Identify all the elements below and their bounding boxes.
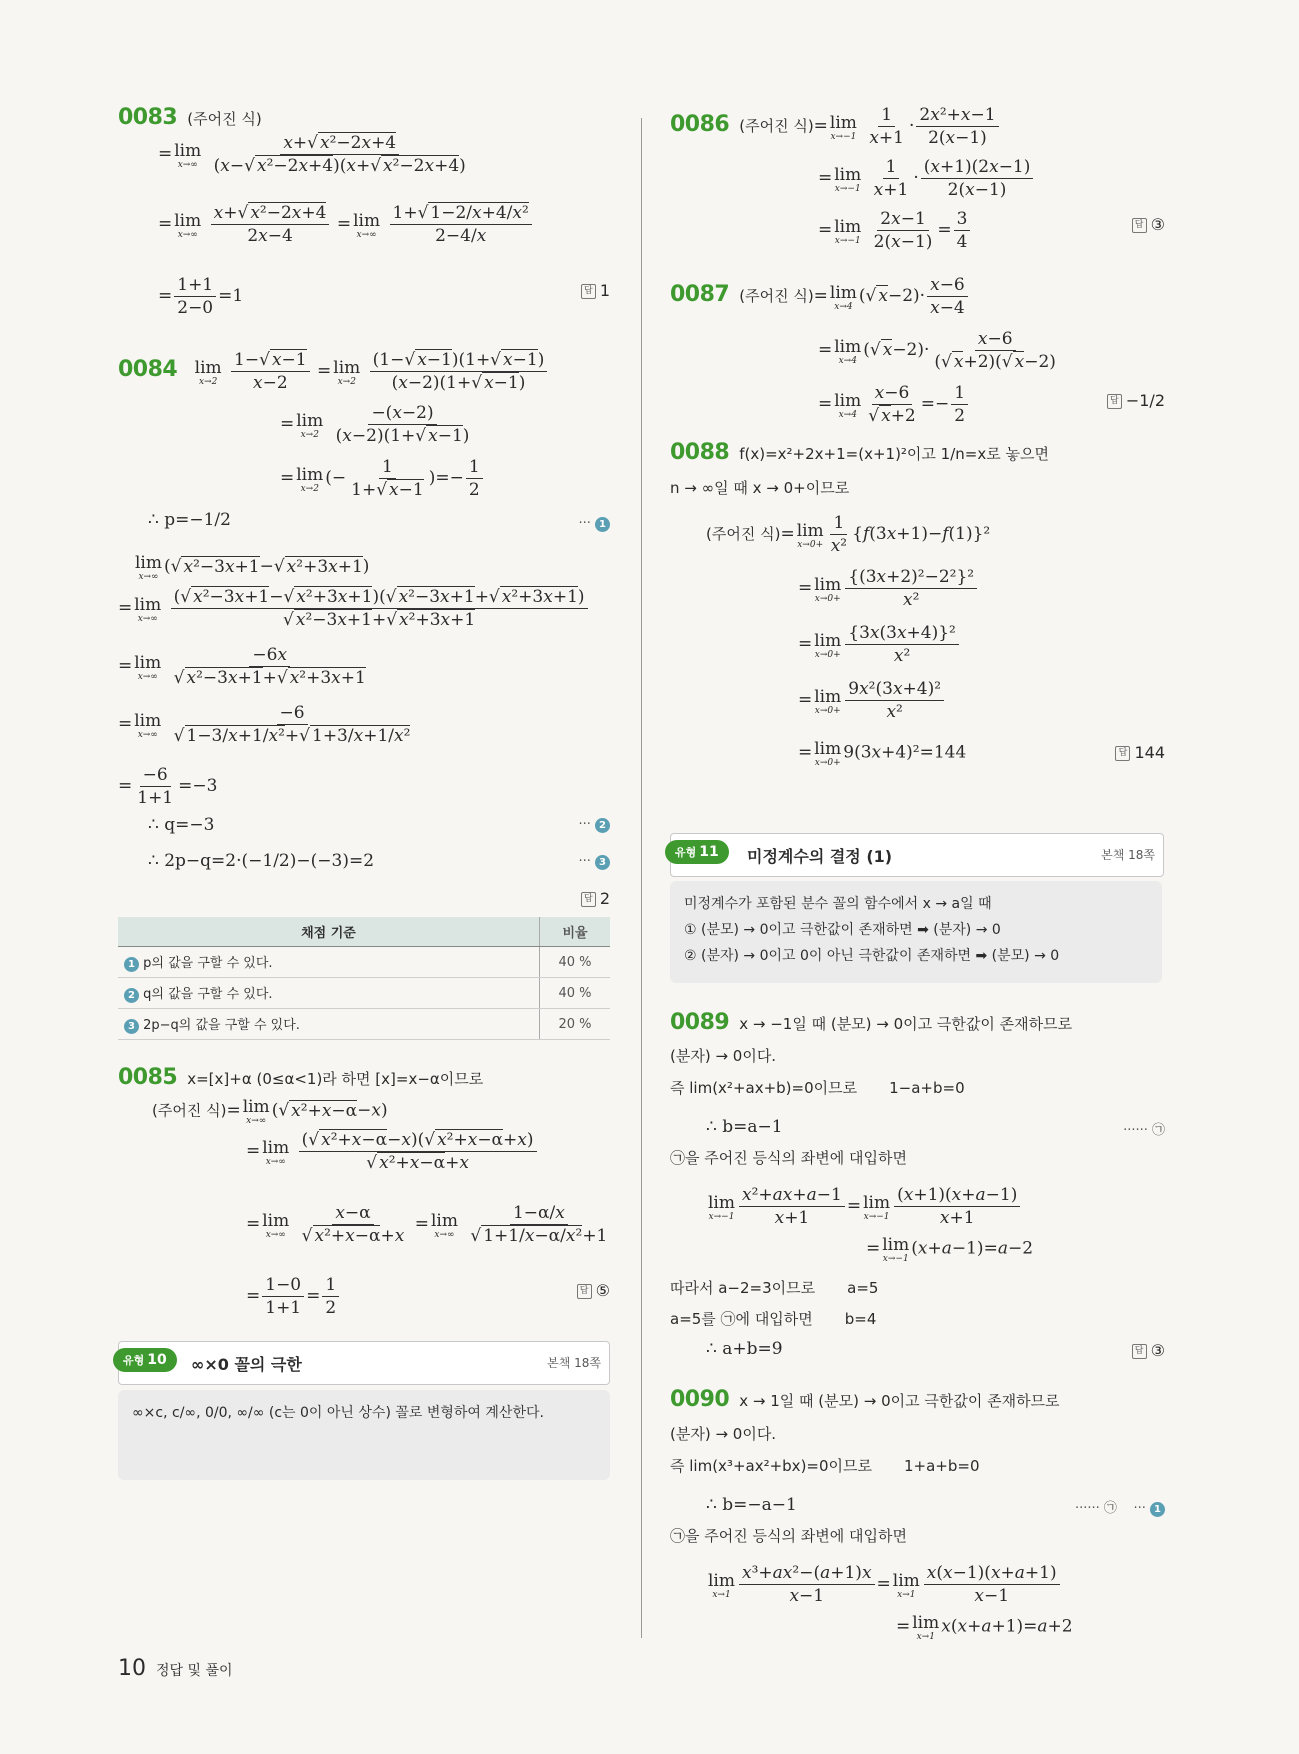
type11-note: 미정계수가 포함된 분수 꼴의 함수에서 x → a일 때 ① (분모) → 0이고 극한값이 존재하면 ➡ (분자) → 0 ② (분자) → 0이고 0이 아닌 극한값이 존재하면 ➡ (분모) → 0 [670, 881, 1162, 983]
type11-ref: 본책 18쪽 [1101, 848, 1155, 862]
answer-0088: 답 144 [1115, 743, 1165, 762]
eq-0085-2: = lim x→∞ $\frac{\text{(√ x²+x−α−x)(√ x²+x−α+x)}}{\text{√ x²+x−α+x}}$ [246, 1130, 539, 1173]
concl2-0089: a=5를 ㉠에 대입하면 b=4 [670, 1310, 877, 1328]
problem-number: 0086 [670, 112, 730, 137]
eq-0088-5: = lim x→0+ 9(3x+4)²=144 [798, 739, 967, 768]
type10-note: ∞×c, c/∞, 0/0, ∞/∞ (c는 0이 아닌 상수) 꼴로 변형하여 계산한다. [118, 1390, 610, 1480]
type10-title: ∞×0 꼴의 극한 [191, 1355, 302, 1374]
answer-icon: 답 [1107, 394, 1122, 409]
page-number: 10 [118, 1656, 146, 1681]
step1-0090: 즉 lim(x³+ax²+bx)=0이므로 1+a+b=0 [670, 1457, 980, 1475]
eq-0085-3: = lim x→∞ $\frac{x-\alpha}{\text{√ x²+x−α+x}}$ = lim x→∞ $\frac{1-\alpha/x}{\text{√ 1+1/x−α/x²+1}}$ [246, 1203, 608, 1246]
criteria-row: 3 2p−q의 값을 구할 수 있다. 20 % [118, 1009, 610, 1040]
problem-0084-eq1: 0084 lim x→2 $\frac{1-√ x-1}{x-2}$ = lim x→2 $\frac{(1-√ x-1)(1+√ x-1)}{(x-2)(1+√ x-1)}$ [118, 350, 549, 393]
eq-0084-6: = lim x→∞ $\frac{-6x}{\text{√ x²−3x+1+√ x²+3x+1}}$ [118, 645, 366, 688]
type10-ref: 본책 18쪽 [547, 1356, 601, 1370]
ratio-header: 비율 [540, 917, 611, 947]
answer-0083: 답 1 [581, 281, 610, 300]
eq-0084-5: = lim x→∞ $\frac{\text{(√ x²−3x+1−√ x²+3x+1)(√ x²−3x+1+√ x²+3x+1)}}{\text{√ x²−3x+1+√ x²+3x+1}}$ [118, 587, 590, 630]
eq-0089-1: lim x→−1 $\frac{\text{x²+ax+a−1}}{x+1}$ = lim x→−1 $\frac{(x+1)(x+a-1)}{x+1}$ [706, 1185, 1022, 1228]
criteria-row: 1 p의 값을 구할 수 있다. 40 % [118, 947, 610, 978]
problem-number: 0087 [670, 282, 730, 307]
eq-0088-2: = lim x→0+ $\frac{\text{\{(3x+2)²−2²\}²}}{\text{x²}}$ [798, 567, 979, 610]
eq-0088-4: = lim x→0+ $\frac{\text{9x²(3x+4)²}}{\text{x²}}$ [798, 679, 946, 722]
eq-0083-1: = lim x→∞ $\frac{\text{x+√ x²−2x+4}}{\text{(x−√ x²−2x+4)(x+√ x²−2x+4)}}$ [158, 133, 466, 176]
eq-0086-3: = lim x→−1 $\frac{2x-1}{2(x-1)}$ = $\frac{3}{4}$ [818, 209, 972, 252]
problem-0090-intro: 0090 x → 1일 때 (분모) → 0이고 극한값이 존재하므로 [670, 1387, 1060, 1412]
eq-0088-3: = lim x→0+ $\frac{\text{\{3x(3x+4)\}²}}{\text{x²}}$ [798, 623, 961, 666]
problem-number: 0084 [118, 357, 178, 382]
step-marker-3: ··· 3 [578, 854, 610, 870]
type11-title: 미정계수의 결정 (1) [747, 847, 893, 866]
step1-0089: 즉 lim(x²+ax+b)=0이므로 1−a+b=0 [670, 1079, 965, 1097]
eq-0089-2: = lim x→−1 (x+a−1)=a−2 [866, 1235, 1034, 1264]
answer-0086: 답 ③ [1132, 215, 1165, 234]
marker-giyeok: ······ ㉠ [1123, 1123, 1165, 1138]
eq-0084-8: = $\frac{-6}{1+1}$ =−3 [118, 765, 218, 808]
p-value-line: ∴ p=−1/2 [148, 510, 231, 530]
marker-giyeok-step1: ······ ㉠ ··· 1 [1075, 1497, 1165, 1517]
concl1-0089: 따라서 a−2=3이므로 a=5 [670, 1279, 879, 1297]
eq-0085-1: (주어진 식)= lim x→∞ (√ x²+x−α−x) [152, 1097, 388, 1126]
problem-0086-eq1: 0086 (주어진 식)= lim x→−1 $\frac{1}{x+1}$ · $\frac{\text{2x²+x−1}}{2(x-1)}$ [670, 105, 1001, 148]
q-value-line: ∴ q=−3 [148, 815, 215, 835]
problem-0085-header: 0085 x=[x]+α (0≤α<1)라 하면 [x]=x−α이므로 [118, 1065, 484, 1090]
eq-0084-7: = lim x→∞ $\frac{-6}{\text{√ 1−3/x+1/x²+√ 1+3/x+1/x²}}$ [118, 703, 411, 746]
answer-0085: 답 ⑤ [577, 1281, 610, 1300]
problem-0089-intro: 0089 x → −1일 때 (분모) → 0이고 극한값이 존재하므로 [670, 1010, 1073, 1035]
problem-number: 0083 [118, 105, 178, 130]
given-label: (주어진 식) [187, 110, 262, 128]
eq-0084-3: = lim x→2 (− $\frac{1}{1+√ x-1}$ )=− $\frac{1}{2}$ [280, 457, 485, 500]
eq-0085-4: = $\frac{1-0}{1+1}$ = $\frac{1}{2}$ [246, 1275, 341, 1318]
eq-0084-4: lim x→∞ (√ x²−3x+1−√ x²+3x+1) [135, 553, 370, 582]
eq-0083-3: = $\frac{1+1}{2-0}$ =1 [158, 275, 244, 318]
problem-number: 0090 [670, 1387, 730, 1412]
criteria-header: 채점 기준 [118, 917, 540, 947]
step-marker-2: ··· 2 [578, 817, 610, 833]
eq-0090-2: = lim x→1 x(x+a+1)=a+2 [896, 1613, 1073, 1642]
eq-0090-1: lim x→1 $\frac{\text{x³+ax²−(a+1)x}}{x-1}$ = lim x→1 $\frac{x(x-1)(x+a+1)}{x-1}$ [706, 1563, 1062, 1606]
type11-box [670, 833, 1164, 877]
eq-0083-2: = lim x→∞ $\frac{\text{x+√ x²−2x+4}}{2x-4}$ = lim x→∞ $\frac{\text{1+√ 1−2/x+4/x²}}{2-4/x}$ [158, 203, 534, 246]
answer-icon: 답 [581, 284, 596, 299]
answer-icon: 답 [1115, 746, 1130, 761]
problem-0087-eq1: 0087 (주어진 식)= lim x→4 (√ x−2)· $\frac{x-6}{x-4}$ [670, 275, 970, 318]
problem-number: 0089 [670, 1010, 730, 1035]
eq-0084-2: = lim x→2 $\frac{-(x-2)}{(x-2)(1+√ x-1)}$ [280, 403, 470, 446]
footer-label: 정답 및 풀이 [156, 1663, 233, 1679]
answer-0089: 답 ③ [1132, 1341, 1165, 1360]
eq-0086-2: = lim x→−1 $\frac{1}{x+1}$ · $\frac{(x+1)(2x-1)}{2(x-1)}$ [818, 157, 1035, 200]
eq-0088-1: (주어진 식)= lim x→0+ $\frac{1}{\text{x²}}$ {f(3x+1)−f(1)}² [706, 513, 991, 556]
page-footer [118, 1656, 233, 1681]
b-line-0090: ∴ b=−a−1 [706, 1495, 797, 1515]
answer-icon: 답 [581, 892, 596, 907]
eq-0087-2: = lim x→4 (√ x−2)· $\frac{x-6}{(√ x+2)(√ x-2)}$ [818, 329, 1056, 372]
type11-badge: 유형 11 [665, 840, 729, 864]
criteria-row: 2 q의 값을 구할 수 있다. 40 % [118, 978, 610, 1009]
problem-0088-intro: 0088 f(x)=x²+2x+1=(x+1)²이고 1/n=x로 놓으면 [670, 440, 1049, 465]
final-0089: ∴ a+b=9 [706, 1339, 783, 1359]
b-line-0089: ∴ b=a−1 [706, 1117, 783, 1137]
type10-badge: 유형 10 [113, 1348, 177, 1372]
column-divider [641, 118, 642, 1638]
step-marker-1: ··· 1 [578, 516, 610, 532]
answer-0084: 답 2 [581, 889, 610, 908]
cond-0088: n → ∞일 때 x → 0+이므로 [670, 479, 850, 497]
final-line-0084: ∴ 2p−q=2·(−1/2)−(−3)=2 [148, 851, 375, 871]
problem-0083-header [118, 105, 262, 130]
problem-number: 0088 [670, 440, 730, 465]
eq-0087-3: = lim x→4 $\frac{x-6}{√ x+2}$ =− $\frac{1}{2}$ [818, 383, 970, 426]
scoring-criteria-table [118, 917, 610, 1040]
answer-icon: 답 [1132, 218, 1147, 233]
problem-number: 0085 [118, 1065, 178, 1090]
answer-icon: 답 [577, 1284, 592, 1299]
answer-0087: 답 −1/2 [1107, 391, 1165, 410]
type10-box [118, 1341, 610, 1385]
answer-icon: 답 [1132, 1344, 1147, 1359]
